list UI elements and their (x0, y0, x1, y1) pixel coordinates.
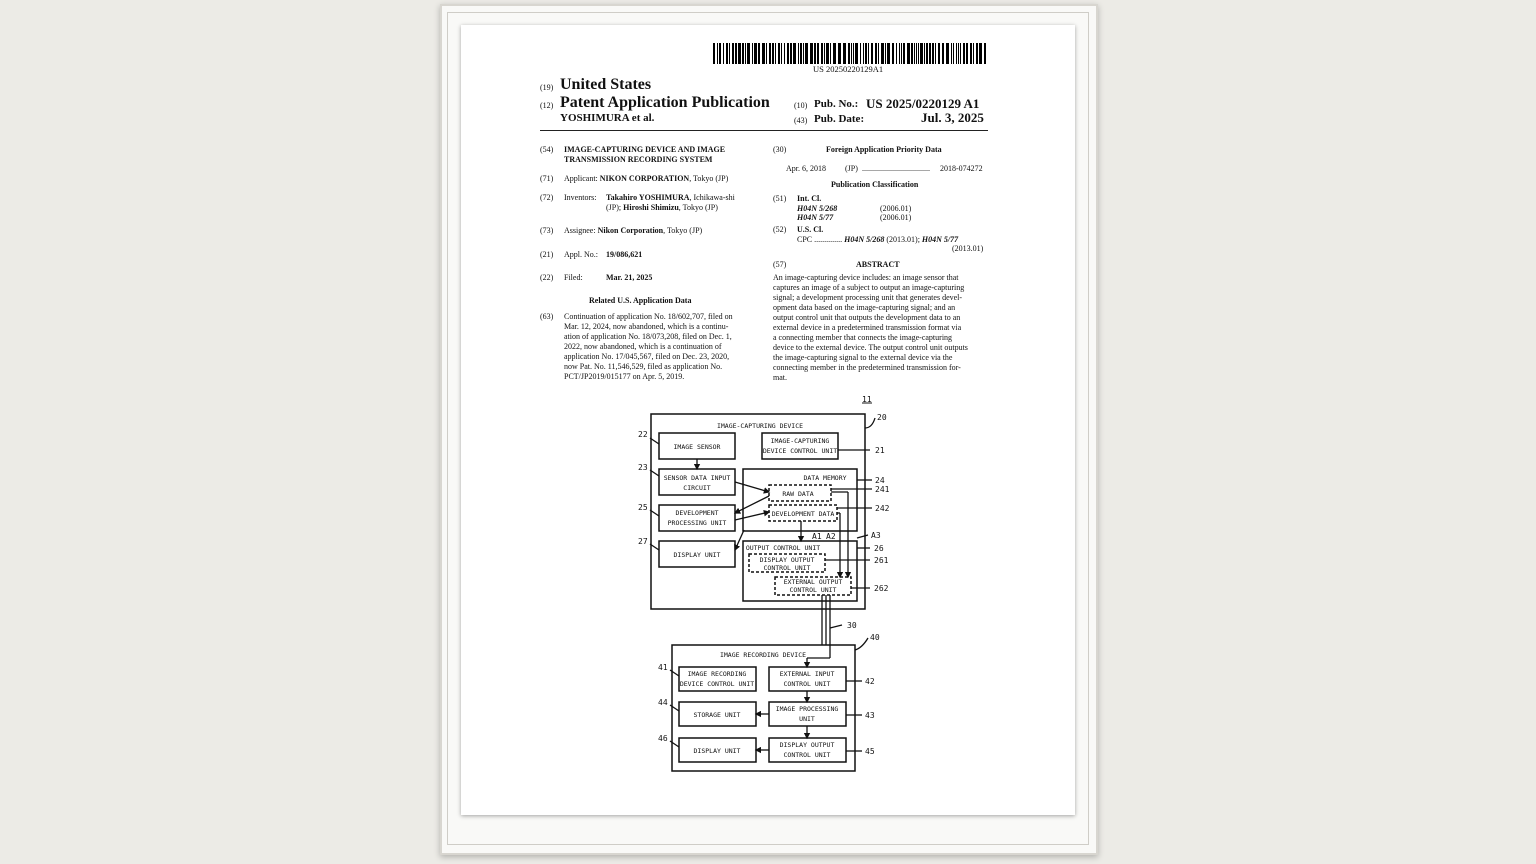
flow-a1-label: A1 (812, 532, 822, 541)
display-unit-2-label: DISPLAY UNIT (693, 747, 741, 755)
ref-21: 21 (875, 446, 885, 455)
abstract-line: external device in a predetermined transmission format via (773, 323, 962, 332)
inventor-1-location: , Ichikawa-shi (689, 193, 735, 202)
device-control-label-2: DEVICE CONTROL UNIT (762, 447, 838, 455)
appl-label: Appl. No.: (564, 250, 598, 259)
code-57: (57) (773, 260, 787, 269)
recording-control-label-2: DEVICE CONTROL UNIT (679, 680, 755, 688)
invention-title: IMAGE-CAPTURING DEVICE AND IMAGE TRANSMISSION RECORDING SYSTEM (564, 145, 726, 164)
inventor-1: Takahiro YOSHIMURA (606, 193, 690, 202)
abstract-line: mat. (773, 373, 787, 382)
flow-a2-label: A2 (826, 532, 836, 541)
external-input-label-2: CONTROL UNIT (783, 680, 831, 688)
display-output-label-2: CONTROL UNIT (763, 564, 811, 572)
pub-date: Jul. 3, 2025 (921, 110, 984, 125)
barcode-image (713, 43, 987, 64)
inventor-2-location: , Tokyo (JP) (678, 203, 718, 212)
ref-24: 24 (875, 476, 885, 485)
inventor-short: YOSHIMURA et al. (560, 112, 655, 124)
dev-proc-label-1: DEVELOPMENT (675, 509, 719, 517)
ref-41: 41 (658, 663, 668, 672)
foreign-dots: .................................. (862, 164, 930, 173)
inventors-list (606, 193, 756, 213)
inventors-label: Inventors: (564, 193, 597, 202)
foreign-number: 2018-074272 (940, 164, 983, 173)
code-22: (22) (540, 273, 554, 282)
abstract-line: signal; a development processing unit that generates devel- (773, 293, 963, 302)
code-72: (72) (540, 193, 554, 202)
applicant-name: NIKON CORPORATION (599, 174, 690, 183)
publication-classification-heading: Publication Classification (831, 180, 919, 189)
ref-25: 25 (638, 503, 648, 512)
code-71: (71) (540, 174, 554, 183)
storage-unit-label: STORAGE UNIT (693, 711, 741, 719)
cpc-1: H04N 5/268 (844, 235, 885, 244)
display-output-label-1: DISPLAY OUTPUT (759, 556, 815, 564)
pub-no: US 2025/0220129 A1 (866, 96, 980, 111)
filed-date: Mar. 21, 2025 (606, 273, 653, 282)
foreign-country: (JP) (845, 164, 858, 173)
ref-262: 262 (874, 584, 889, 593)
sensor-input-label-1: SENSOR DATA INPUT (663, 474, 731, 482)
ref-27: 27 (638, 537, 648, 546)
publication-type: Patent Application Publication (560, 94, 770, 111)
filed-label: Filed: (564, 273, 583, 282)
us-cl-label: U.S. Cl. (797, 225, 824, 234)
int-cl-2-version: (2006.01) (880, 213, 912, 222)
code-54: (54) (540, 145, 554, 154)
abstract-heading: ABSTRACT (856, 260, 900, 269)
inventor-1-country: (JP); (606, 203, 622, 212)
abstract-text (773, 273, 988, 383)
related-application-line: application No. 17/045,567, filed on Dec. 23, 2020, (564, 352, 730, 361)
ref-40: 40 (870, 633, 880, 642)
header-divider (540, 130, 988, 131)
pub-no-label: Pub. No.: (814, 98, 859, 110)
code-43: (43) (794, 116, 808, 125)
related-application-line: Mar. 12, 2024, now abandoned, which is a continu- (564, 322, 729, 331)
assignee-name: Nikon Corporation (597, 226, 664, 235)
ref-30: 30 (847, 621, 857, 630)
abstract-line: the image-capturing signal to the external device via the (773, 353, 953, 362)
code-30: (30) (773, 145, 787, 154)
applicant-location: , Tokyo (JP) (689, 174, 729, 183)
assignee-line (564, 226, 702, 236)
device-title-label: IMAGE-CAPTURING DEVICE (716, 422, 804, 430)
ref-20: 20 (877, 413, 887, 422)
int-cl-2: H04N 5/77 (797, 213, 834, 222)
abstract-line: output control unit that outputs the development data to an (773, 313, 961, 322)
abstract-line: connecting member in the predetermined transmission for- (773, 363, 961, 372)
country-title: United States (560, 76, 652, 93)
flow-a3-label: A3 (871, 531, 881, 540)
recording-control-label-1: IMAGE RECORDING (687, 670, 747, 678)
development-data-label: DEVELOPMENT DATA (771, 510, 835, 518)
ref-44: 44 (658, 698, 668, 707)
inventor-2: Hiroshi Shimizu (623, 203, 679, 212)
cpc-1-version: (2013.01); (886, 235, 920, 244)
figure-ref: 11 (862, 395, 872, 404)
external-output-label-1: EXTERNAL OUTPUT (783, 578, 843, 586)
ref-45: 45 (865, 747, 875, 756)
cpc-2-version: (2013.01) (952, 244, 984, 253)
applicant-line (564, 174, 728, 184)
code-52: (52) (773, 225, 787, 234)
related-application-line: now Pat. No. 11,546,529, filed as application No. (564, 362, 723, 371)
abstract-line: device to the external device. The output control unit outputs (773, 343, 968, 352)
related-application-line: 2022, now abandoned, which is a continuation of (564, 342, 722, 351)
ref-23: 23 (638, 463, 648, 472)
assignee-label: Assignee: (564, 226, 596, 235)
abstract-line: a connecting member that connects the image-capturing (773, 333, 953, 342)
int-cl-1: H04N 5/268 (797, 204, 838, 213)
code-51: (51) (773, 194, 787, 203)
code-12: (12) (540, 101, 554, 110)
abstract-line: opment data based on the image-capturing signal; and an (773, 303, 956, 312)
sensor-input-label-2: CIRCUIT (683, 484, 711, 492)
related-heading: Related U.S. Application Data (589, 296, 692, 305)
device-control-label-1: IMAGE-CAPTURING (770, 437, 830, 445)
external-output-label-2: CONTROL UNIT (789, 586, 837, 594)
applicant-label: Applicant: (564, 174, 598, 183)
foreign-priority-heading: Foreign Application Priority Data (826, 145, 942, 154)
pub-date-label: Pub. Date: (814, 113, 865, 125)
ref-46: 46 (658, 734, 668, 743)
ref-42: 42 (865, 677, 875, 686)
raw-data-label: RAW DATA (782, 490, 814, 498)
abstract-line: An image-capturing device includes: an image sensor that (773, 273, 959, 282)
barcode-number: US 20250220129A1 (813, 64, 884, 74)
assignee-location: , Tokyo (JP) (663, 226, 703, 235)
foreign-date: Apr. 6, 2018 (786, 164, 826, 173)
code-63: (63) (540, 312, 554, 321)
data-memory-label: DATA MEMORY (803, 474, 847, 482)
related-application-line: ation of application No. 18/073,208, filed on Dec. 1, (564, 332, 732, 341)
display-output-2-label-1: DISPLAY OUTPUT (779, 741, 835, 749)
code-21: (21) (540, 250, 554, 259)
image-sensor-label: IMAGE SENSOR (673, 443, 721, 451)
display-output-2-label-2: CONTROL UNIT (783, 751, 831, 759)
ref-261: 261 (874, 556, 889, 565)
block-diagram (620, 390, 900, 780)
ref-43: 43 (865, 711, 875, 720)
code-10: (10) (794, 101, 808, 110)
ref-22: 22 (638, 430, 648, 439)
cpc-2: H04N 5/77 (921, 235, 959, 244)
ref-242: 242 (875, 504, 890, 513)
external-input-label-1: EXTERNAL INPUT (779, 670, 835, 678)
appl-no: 19/086,621 (606, 250, 643, 259)
code-19: (19) (540, 83, 554, 92)
code-73: (73) (540, 226, 554, 235)
image-processing-label-2: UNIT (799, 715, 815, 723)
display-unit-label: DISPLAY UNIT (673, 551, 721, 559)
dev-proc-label-2: PROCESSING UNIT (667, 519, 727, 527)
abstract-line: captures an image of a subject to output an image-capturing (773, 283, 965, 292)
int-cl-label: Int. Cl. (797, 194, 822, 203)
related-application-line: Continuation of application No. 18/602,707, filed on (564, 312, 733, 321)
related-application-text (564, 312, 756, 382)
cpc-dots: .............. (814, 235, 843, 244)
ref-241: 241 (875, 485, 890, 494)
int-cl-1-version: (2006.01) (880, 204, 912, 213)
cpc-label: CPC (797, 235, 813, 244)
output-control-label: OUTPUT CONTROL UNIT (745, 544, 821, 552)
recording-title-label: IMAGE RECORDING DEVICE (719, 651, 807, 659)
ref-26: 26 (874, 544, 884, 553)
related-application-line: PCT/JP2019/015177 on Apr. 5, 2019. (564, 372, 685, 381)
cpc-line (797, 235, 958, 245)
image-processing-label-1: IMAGE PROCESSING (775, 705, 839, 713)
